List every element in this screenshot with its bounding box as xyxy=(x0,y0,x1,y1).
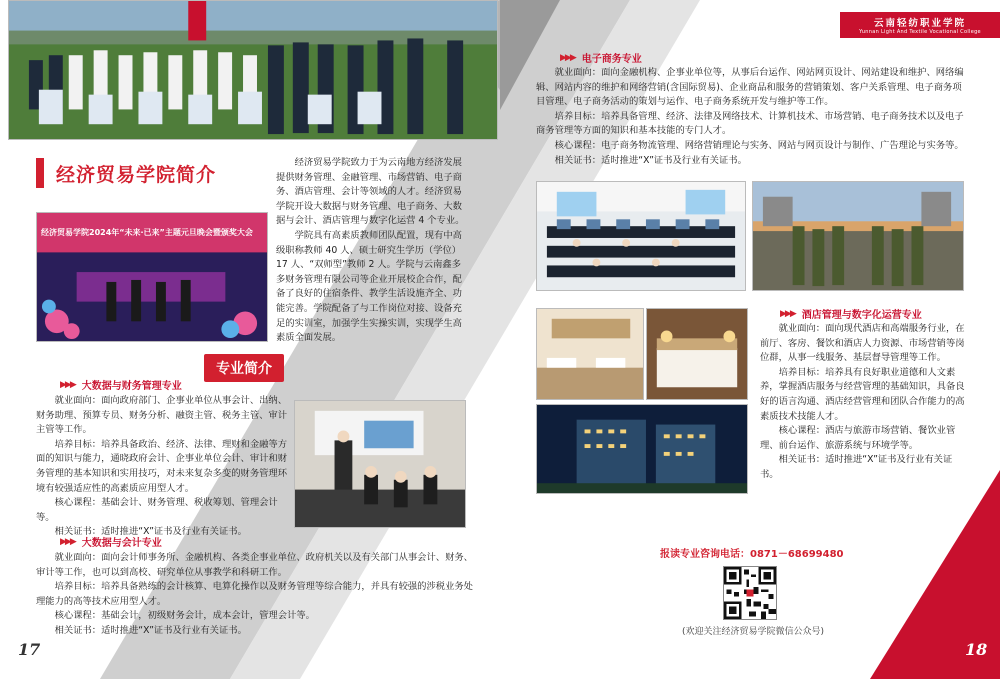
major-body xyxy=(36,551,476,639)
major-paragraph: 就业面向：面向政府部门、企事业单位从事会计、出纳、财务助理、预算专员、财务分析、融资主管、税务主管、审计主管等工作。 xyxy=(36,395,288,436)
intro-text xyxy=(276,156,466,346)
guest-room-photo xyxy=(646,308,748,400)
major-paragraph: 相关证书：适时推进“X”证书及行业有关证书。 xyxy=(760,454,953,480)
triple-arrow-icon: ▶▶▶ xyxy=(60,379,75,390)
major-title: 酒店管理与数字化运营专业 xyxy=(801,310,922,321)
majors-title: 专业简介 xyxy=(204,354,284,382)
section-title xyxy=(36,158,216,188)
major-title: 大数据与财务管理专业 xyxy=(81,381,182,392)
school-name-en: Yunnan Light And Textile Vocational College xyxy=(859,29,981,35)
major-paragraph: 培养目标：培养具备管理、经济、法律及网络技术、计算机技术、市场营销、电子商务技术以及电子商务管理等方面的知识和基本技能的专门人才。 xyxy=(536,110,964,137)
qr-caption: (欢迎关注经济贸易学院微信公众号) xyxy=(682,627,825,637)
contact-phone: 报读专业咨询电话：0871－68699480 xyxy=(660,549,844,560)
major-paragraph: 培养目标：培养具有良好职业道德和人文素养，掌握酒店服务与经营管理的基础知识，具备良好的语言沟通、酒店经营管理和团队合作能力的高素质技术技能人才。 xyxy=(760,366,965,422)
major-heading xyxy=(60,377,182,392)
major-paragraph: 核心课程：电子商务物流管理、网络营销理论与实务、网站与网页设计与制作、广告理论与实务等。 xyxy=(554,139,964,151)
major-paragraph: 相关证书：适时推进“X”证书及行业有关证书。 xyxy=(554,154,747,166)
major-paragraph: 就业面向：面向会计师事务所、金融机构、各类企事业单位、政府机关以及有关部门从事会计、财务、审计等工作，也可以到高校、研究单位从事教学和科研工作。 xyxy=(36,552,473,578)
major-body xyxy=(760,322,968,483)
page-number: 17 xyxy=(18,640,41,659)
major-paragraph: 就业面向：面向现代酒店和高端服务行业，在前厅、客房、餐饮和酒店人力资源、市场营销等岗位群，从事一线服务、基层督导管理等工作。 xyxy=(760,323,965,364)
major-heading xyxy=(560,50,642,65)
intro-paragraph: 学院具有高素质教师团队配置，现有中高级职称教师 40 人、硕士研究生学历（学位）17 人、“双师型”教师 2 人。学院与云南鑫多多财务管理有限公司等企业开展校企合作，配备了良好的住宿条件、教学生活设施齐全、功能完善。学院配备了与工作岗位对接、设备充足的实训室，加强学生实操实训，实现学生高素质全面发展。 xyxy=(276,229,462,344)
hotel-night-photo xyxy=(536,404,748,494)
title-accent-bar xyxy=(36,158,44,188)
qr-code-icon xyxy=(723,566,777,620)
major-paragraph: 核心课程：基础会计、财务管理、税收筹划、管理会计等。 xyxy=(36,497,278,523)
computer-lab-photo xyxy=(536,181,746,291)
major-paragraph: 就业面向：面向金融机构、企事业单位等，从事后台运作、网站网页设计、网站建设和维护、网络编辑、网站内容的维护和网络营销(含国际贸易)、企业商品和服务的营销策划、客户关系管理、电子商务项目管理、电子商务活动的策划与运作、电子商务系统开发与维护等工作。 xyxy=(536,67,964,108)
triple-arrow-icon: ▶▶▶ xyxy=(60,536,75,547)
restaurant-photo xyxy=(536,308,644,400)
major-title: 大数据与会计专业 xyxy=(81,538,162,549)
page-number: 18 xyxy=(965,640,988,659)
major-paragraph: 核心课程：酒店与旅游市场营销、餐饮业管理、前台运作、旅游系统与环境学等。 xyxy=(760,425,956,451)
intro-paragraph: 经济贸易学院致力于为云南地方经济发展提供财务管理、金融管理、市场营销、电子商务、酒店管理、会计等领域的人才。经济贸易学院开设大数据与财务管理、电子商务、大数据与会计、酒店管理与数字化运营 4 个专业。 xyxy=(276,157,465,227)
triple-arrow-icon: ▶▶▶ xyxy=(560,52,575,63)
gala-photo xyxy=(36,212,268,342)
school-name: 云南轻纺职业学院 xyxy=(873,18,966,29)
major-body xyxy=(536,66,968,168)
team-photo xyxy=(8,0,498,140)
major-paragraph: 相关证书：适时推进“X”证书及行业有关证书。 xyxy=(54,624,247,636)
military-training-photo xyxy=(752,181,964,291)
major-body xyxy=(36,394,292,540)
major-paragraph: 培养目标：培养具备政治、经济、法律、理财和金融等方面的知识与能力，通晓政府会计、企事业单位会计、审计和财务管理的基本知识和实用技巧，对未来复杂多变的财务管理环境有较强适应性的高素质应用型人才。 xyxy=(36,438,288,494)
major-paragraph: 培养目标：培养具备熟练的会计核算、电算化操作以及财务管理等综合能力，并具有较强的涉税业务处理能力的高等技术应用型人才。 xyxy=(36,581,473,607)
triple-arrow-icon: ▶▶▶ xyxy=(780,308,795,319)
major-paragraph: 相关证书：适时推进“X”证书及行业有关证书。 xyxy=(54,526,247,538)
gala-banner-text: 经济贸易学院2024年“未来·已来”主题元旦晚会暨颁奖大会 xyxy=(41,228,253,237)
page-title: 经济贸易学院简介 xyxy=(56,163,217,186)
major-paragraph: 核心课程：基础会计，初级财务会计，成本会计，管理会计等。 xyxy=(54,610,315,622)
classroom-photo xyxy=(294,400,466,528)
major-heading xyxy=(60,534,162,549)
major-heading xyxy=(780,306,922,321)
major-title: 电子商务专业 xyxy=(581,54,642,65)
school-logo xyxy=(840,12,1000,38)
